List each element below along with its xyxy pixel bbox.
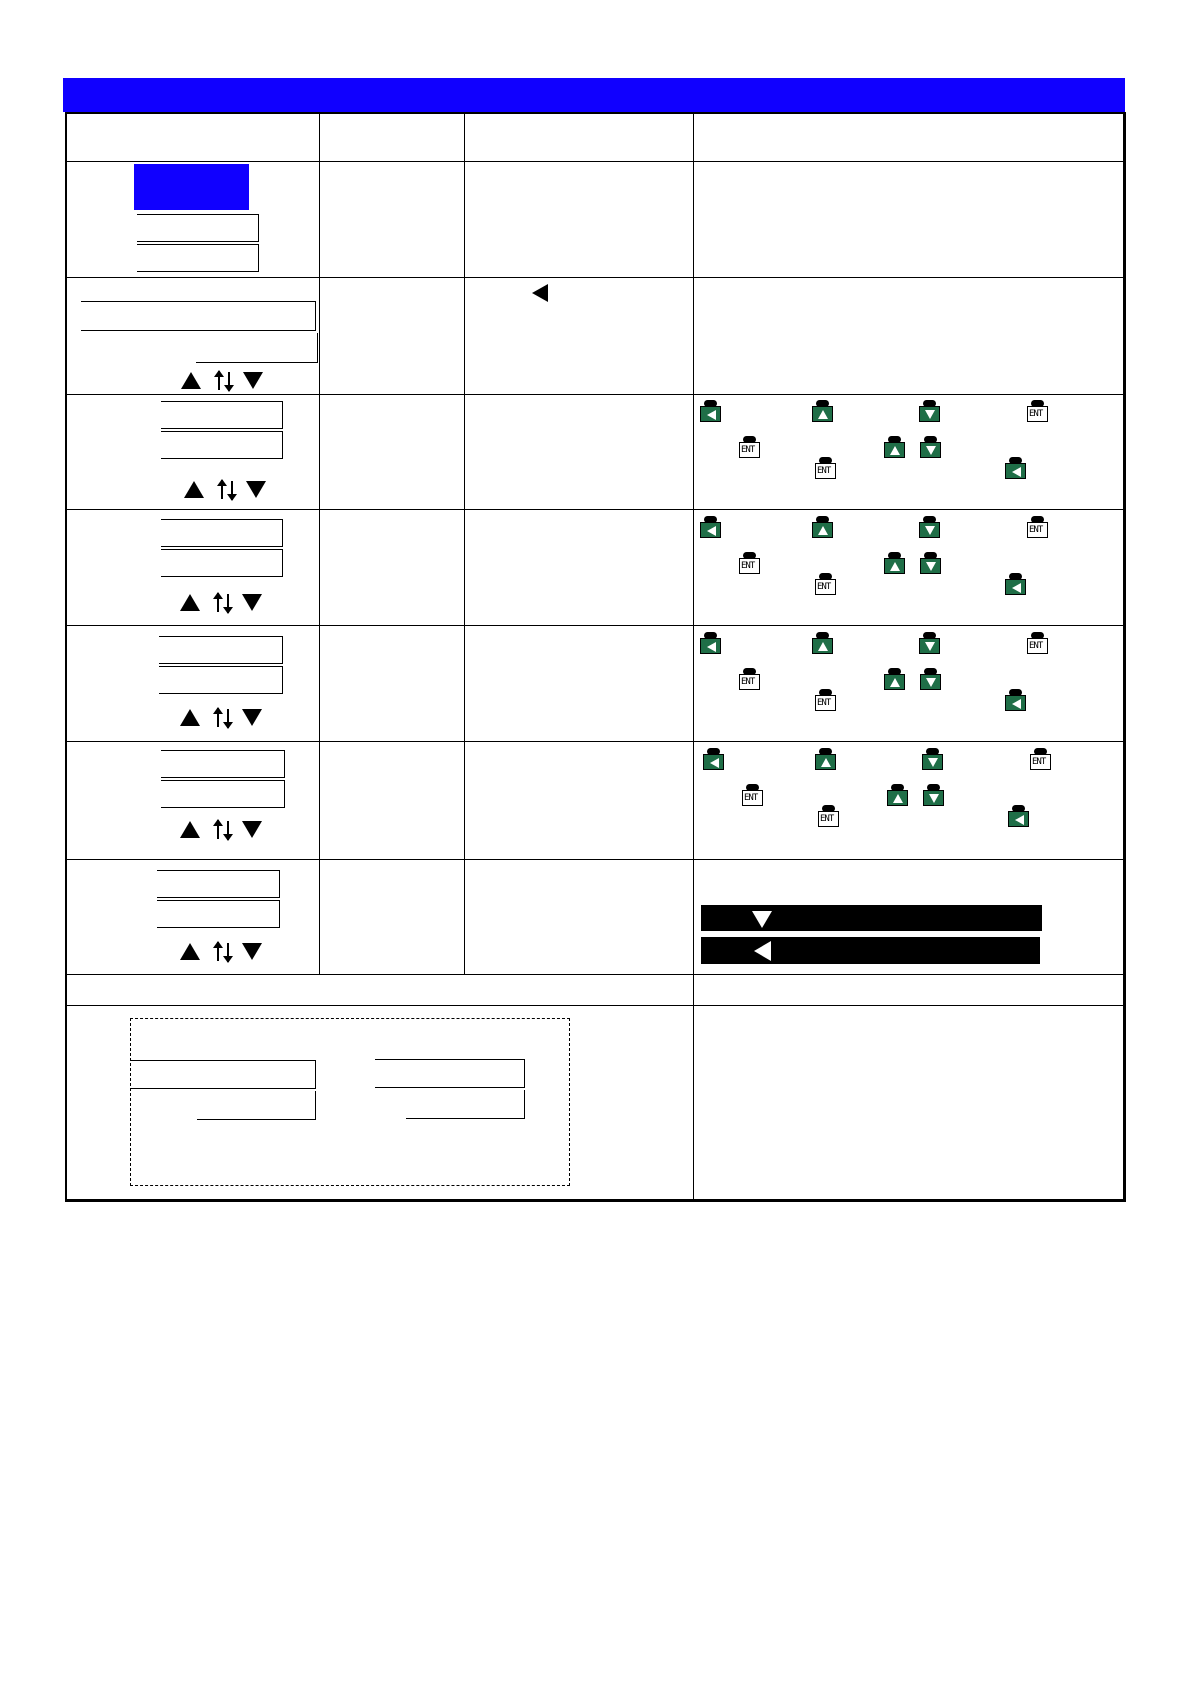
left-key-icon xyxy=(700,400,721,423)
enter-key-icon xyxy=(1027,632,1048,655)
up-triangle-icon xyxy=(181,372,201,389)
enter-key-icon xyxy=(818,805,839,828)
display-field xyxy=(161,750,285,778)
down-key-icon xyxy=(923,784,944,807)
up-key-icon xyxy=(812,632,833,655)
row-divider xyxy=(67,277,1123,278)
down-triangle-icon xyxy=(242,821,262,838)
enter-key-label: ENT xyxy=(741,677,755,687)
enter-key-icon xyxy=(742,784,763,807)
left-key-icon xyxy=(1005,457,1026,480)
down-key-icon xyxy=(919,400,940,423)
enter-key-label: ENT xyxy=(1029,409,1043,419)
enter-key-icon xyxy=(1030,748,1051,771)
left-key-icon xyxy=(1005,689,1026,712)
down-key-icon xyxy=(920,552,941,575)
enter-key-label: ENT xyxy=(817,466,831,476)
enter-key-label: ENT xyxy=(817,698,831,708)
down-triangle-icon xyxy=(246,481,266,498)
down-triangle-icon xyxy=(242,709,262,726)
enter-key-icon xyxy=(815,457,836,480)
enter-key-icon xyxy=(815,689,836,712)
row-divider xyxy=(67,161,1123,162)
up-down-arrows-icon xyxy=(210,939,236,965)
down-triangle-icon xyxy=(242,943,262,960)
display-field xyxy=(159,636,283,664)
selected-display-box xyxy=(134,164,249,210)
down-triangle-icon xyxy=(242,594,262,611)
row-divider xyxy=(67,625,1123,626)
enter-key-label: ENT xyxy=(1032,757,1046,767)
enter-key-icon xyxy=(739,668,760,691)
display-field xyxy=(137,244,259,272)
up-key-icon xyxy=(887,784,908,807)
up-key-icon xyxy=(884,552,905,575)
up-key-icon xyxy=(815,748,836,771)
display-field xyxy=(161,549,283,577)
white-left-triangle-icon xyxy=(754,941,771,961)
up-triangle-icon xyxy=(184,481,204,498)
row-divider xyxy=(67,394,1123,395)
header-banner xyxy=(63,78,1125,112)
row-divider xyxy=(67,1005,1123,1006)
display-field xyxy=(197,1091,316,1120)
display-field xyxy=(406,1090,525,1119)
down-key-icon xyxy=(920,436,941,459)
left-key-icon xyxy=(1008,805,1029,828)
row-divider xyxy=(67,974,1123,975)
left-key-icon xyxy=(700,632,721,655)
up-down-arrows-icon xyxy=(210,590,236,616)
enter-key-label: ENT xyxy=(741,445,755,455)
up-key-icon xyxy=(884,436,905,459)
column-divider-2 xyxy=(464,114,465,974)
enter-key-icon xyxy=(1027,400,1048,423)
display-field xyxy=(157,870,280,898)
down-key-icon xyxy=(919,516,940,539)
display-field xyxy=(81,301,316,331)
display-field xyxy=(159,666,283,694)
enter-key-label: ENT xyxy=(820,814,834,824)
display-field xyxy=(137,214,259,242)
display-field xyxy=(161,401,283,429)
left-key-icon xyxy=(1005,573,1026,596)
up-down-arrows-icon xyxy=(211,368,237,394)
down-key-icon xyxy=(920,668,941,691)
enter-key-label: ENT xyxy=(1029,525,1043,535)
down-triangle-icon xyxy=(243,372,263,389)
row-divider xyxy=(67,509,1123,510)
row-divider xyxy=(67,859,1123,860)
display-field xyxy=(161,780,285,808)
up-triangle-icon xyxy=(180,821,200,838)
display-field xyxy=(161,431,283,459)
up-triangle-icon xyxy=(180,943,200,960)
up-triangle-icon xyxy=(180,594,200,611)
display-field xyxy=(161,519,283,547)
enter-key-icon xyxy=(815,573,836,596)
enter-key-label: ENT xyxy=(817,582,831,592)
up-key-icon xyxy=(884,668,905,691)
down-key-icon xyxy=(919,632,940,655)
enter-key-icon xyxy=(1027,516,1048,539)
left-key-icon xyxy=(700,516,721,539)
up-key-icon xyxy=(812,516,833,539)
display-field xyxy=(131,1060,316,1089)
enter-key-icon xyxy=(739,436,760,459)
black-bar-left xyxy=(701,937,1040,964)
up-down-arrows-icon xyxy=(210,817,236,843)
left-triangle-icon xyxy=(532,284,548,302)
display-field xyxy=(196,333,318,363)
up-down-arrows-icon xyxy=(210,705,236,731)
enter-key-label: ENT xyxy=(741,561,755,571)
enter-key-label: ENT xyxy=(1029,641,1043,651)
display-field xyxy=(157,900,280,928)
up-down-arrows-icon xyxy=(214,477,240,503)
up-triangle-icon xyxy=(180,709,200,726)
white-down-triangle-icon xyxy=(752,911,772,928)
enter-key-label: ENT xyxy=(744,793,758,803)
left-key-icon xyxy=(703,748,724,771)
column-divider-1 xyxy=(319,114,320,974)
up-key-icon xyxy=(812,400,833,423)
enter-key-icon xyxy=(739,552,760,575)
down-key-icon xyxy=(922,748,943,771)
display-field xyxy=(375,1059,525,1088)
row-divider xyxy=(67,741,1123,742)
